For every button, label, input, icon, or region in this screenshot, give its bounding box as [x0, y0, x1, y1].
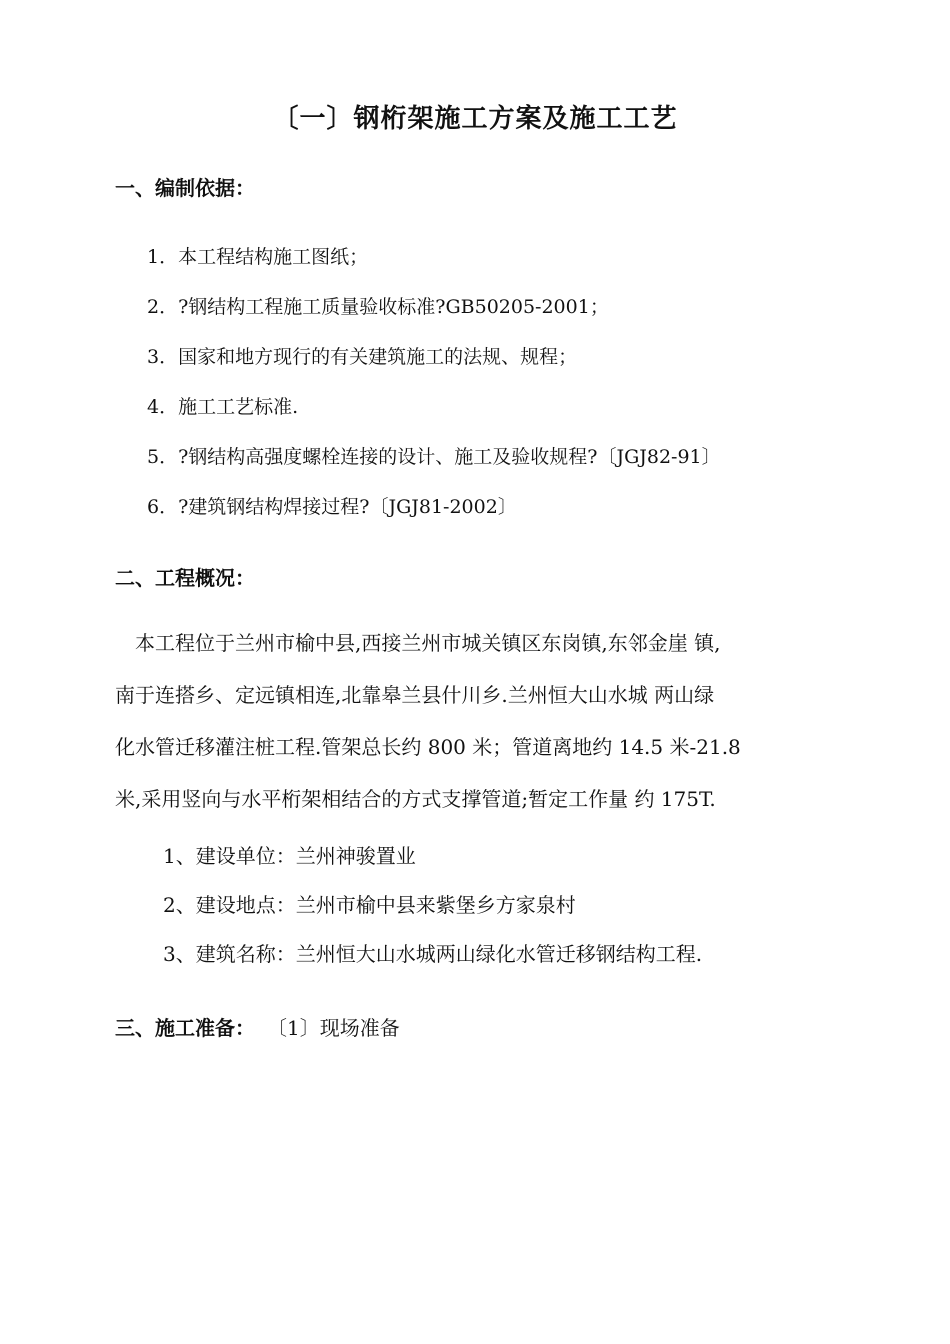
paragraph-line: 化水管迁移灌注桩工程.管架总长约 800 米；管道离地约 14.5 米-21.8: [115, 735, 741, 759]
section-heading-preparation: [115, 1012, 400, 1041]
paragraph-line: 本工程位于兰州市榆中县,西接兰州市城关镇区东岗镇,东邻金崖 镇,: [115, 631, 721, 655]
list-item: 2．?钢结构工程施工质量验收标准?GB50205-2001；: [147, 296, 609, 318]
basis-list: [147, 242, 721, 542]
project-info-list: [163, 841, 702, 988]
section-heading-overview: 二、工程概况：: [115, 566, 255, 590]
list-item: 1、建设单位：兰州神骏置业: [163, 844, 416, 868]
paragraph-line: 南于连搭乡、定远镇相连,北靠皋兰县什川乡.兰州恒大山水城 两山绿: [115, 683, 715, 707]
list-item: 1．本工程结构施工图纸；: [147, 246, 369, 268]
subheading: 〔1〕现场准备: [277, 1016, 400, 1040]
paragraph-line: 米,采用竖向与水平桁架相结合的方式支撑管道;暂定工作量 约 175T.: [115, 787, 716, 811]
section-heading-text: 三、施工准备：: [115, 1016, 255, 1040]
list-item: 3、建筑名称：兰州恒大山水城两山绿化水管迁移钢结构工程.: [163, 942, 703, 966]
list-item: 5．?钢结构高强度螺栓连接的设计、施工及验收规程?〔JGJ82-91〕: [147, 446, 721, 468]
list-item: 4．施工工艺标准.: [147, 396, 299, 418]
overview-paragraph: [115, 617, 855, 825]
list-item: 3．国家和地方现行的有关建筑施工的法规、规程；: [147, 346, 578, 368]
page-title: 〔一〕钢桁架施工方案及施工工艺: [272, 104, 678, 134]
list-item: 2、建设地点：兰州市榆中县来紫堡乡方家泉村: [163, 893, 576, 917]
list-item: 6．?建筑钢结构焊接过程?〔JGJ81-2002〕: [147, 496, 517, 518]
section-heading-basis: 一、编制依据：: [115, 176, 255, 200]
